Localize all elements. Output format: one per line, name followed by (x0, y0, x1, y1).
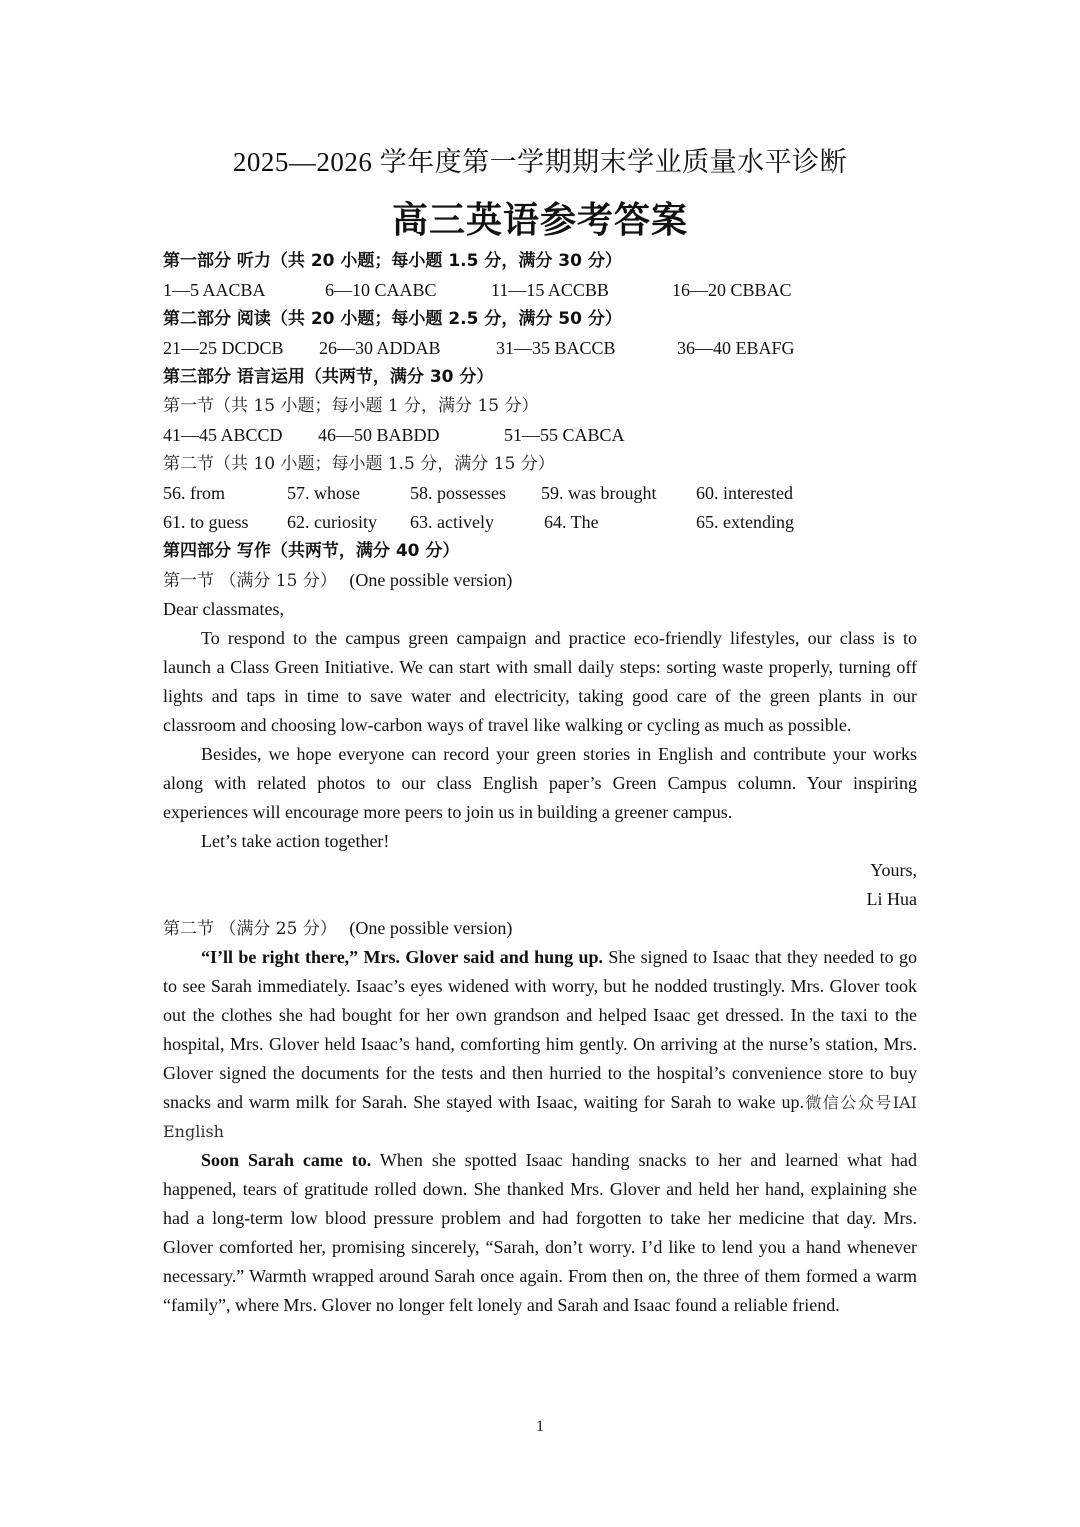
answer-group: 26—30 ADDAB (319, 338, 441, 358)
watermark-text: 微信公众号IAI English (163, 1093, 917, 1141)
letter-greeting: Dear classmates, (163, 599, 284, 619)
fill-answer: 58. possesses (410, 483, 507, 503)
answer-group: 36—40 EBAFG (677, 338, 795, 358)
paragraph-body: She signed to Isaac that they needed to go to see Sarah immediately. Isaac’s eyes widened with worry, but he nodded trustingly. Mrs. Glover took out the clothes she had bought for her own grandson and helped Isaac get dressed. In the taxi to the hospital, Mrs. Glover held Isaac’s hand, comforting him gently. On arriving at the nurse’s station, Mrs. Glover signed the documents for the tests and then hurried to the hospital’s convenience store to buy snacks and warm milk for Sarah. She stayed with Isaac, waiting for Sarah to wake up. (163, 947, 917, 1112)
paragraph-lead: “I’ll be right there,” Mrs. Glover said and hung up. (201, 947, 603, 967)
paragraph-lead: Soon Sarah came to. (201, 1150, 372, 1170)
fill-answer: 59. was brought (541, 483, 657, 503)
part3-row1 (163, 479, 917, 508)
story-paragraph (163, 1146, 917, 1320)
fill-answer: 57. whose (287, 483, 360, 503)
fill-answer: 62. curiosity (287, 512, 377, 532)
answer-key-title: 高三英语参考答案 (391, 200, 688, 241)
letter-paragraph: To respond to the campus green campaign and practice eco-friendly lifestyles, our class is to launch a Class Green Initiative. We can start with small daily steps: sorting waste properly, turning off lights and taps in time to save water and electricity, taking good care of the green plants in our classroom and choosing low-carbon ways of travel like walking or cycling as much as possible. (163, 628, 917, 735)
version-note: (One possible version) (349, 570, 513, 590)
answer-group: 46—50 BABDD (318, 425, 440, 445)
page-number: 1 (536, 1418, 544, 1435)
writing-section1-label (163, 566, 917, 595)
writing-section2-label (163, 914, 917, 943)
answer-group: 31—35 BACCB (496, 338, 616, 358)
part2-answers (163, 334, 917, 363)
answer-group: 51—55 CABCA (504, 425, 625, 445)
paragraph-body: When she spotted Isaac handing snacks to her and learned what had happened, tears of gratitude rolled down. She thanked Mrs. Glover and held her hand, explaining she had a long-term low blood pressure problem and had forgotten to take her medicine that day. Mrs. Glover comforted her, promising sincerely, “Sarah, don’t worry. I’d like to lend you a hand whenever necessary.” Warmth wrapped around Sarah once again. From then on, the three of them formed a warm “family”, where Mrs. Glover no longer felt lonely and Sarah and Isaac found a reliable friend. (163, 1150, 917, 1315)
fill-answer: 56. from (163, 483, 225, 503)
version-note: (One possible version) (349, 918, 513, 938)
fill-answer: 61. to guess (163, 512, 249, 532)
section-label: 第一节 （满分 15 分） (163, 571, 337, 591)
section-label: 第二节 （满分 25 分） (163, 919, 337, 939)
part3-heading: 第三部分 语言运用（共两节，满分 30 分） (163, 367, 494, 387)
fill-answer: 64. The (544, 512, 599, 532)
part3-section2-label: 第二节（共 10 小题；每小题 1.5 分，满分 15 分） (163, 454, 555, 474)
answer-group: 41—45 ABCCD (163, 425, 283, 445)
letter-paragraph: Let’s take action together! (201, 831, 390, 851)
part3-section1-label: 第一节（共 15 小题；每小题 1 分，满分 15 分） (163, 396, 539, 416)
part4-heading: 第四部分 写作（共两节，满分 40 分） (163, 541, 460, 561)
exam-title: 2025—2026 学年度第一学期期末学业质量水平诊断 (232, 147, 848, 177)
letter-signature: Li Hua (866, 889, 917, 909)
answer-group: 11—15 ACCBB (491, 280, 609, 300)
part3-section1-answers (163, 421, 917, 450)
answer-group: 21—25 DCDCB (163, 338, 284, 358)
answer-group: 6—10 CAABC (325, 280, 437, 300)
part2-heading: 第二部分 阅读（共 20 小题；每小题 2.5 分，满分 50 分） (163, 309, 622, 329)
letter-closing: Yours, (870, 860, 917, 880)
part1-heading: 第一部分 听力（共 20 小题；每小题 1.5 分，满分 30 分） (163, 251, 622, 271)
letter-paragraph: Besides, we hope everyone can record your green stories in English and contribute your works along with related photos to our class English paper’s Green Campus column. Your inspiring experiences will encourage more peers to join us in building a greener campus. (163, 744, 917, 822)
answer-group: 1—5 AACBA (163, 280, 266, 300)
fill-answer: 65. extending (696, 512, 794, 532)
answer-content (163, 247, 917, 1320)
part3-row2 (163, 508, 917, 537)
fill-answer: 60. interested (696, 483, 793, 503)
part1-answers (163, 276, 917, 305)
story-paragraph (163, 943, 917, 1146)
answer-group: 16—20 CBBAC (672, 280, 792, 300)
fill-answer: 63. actively (410, 512, 494, 532)
